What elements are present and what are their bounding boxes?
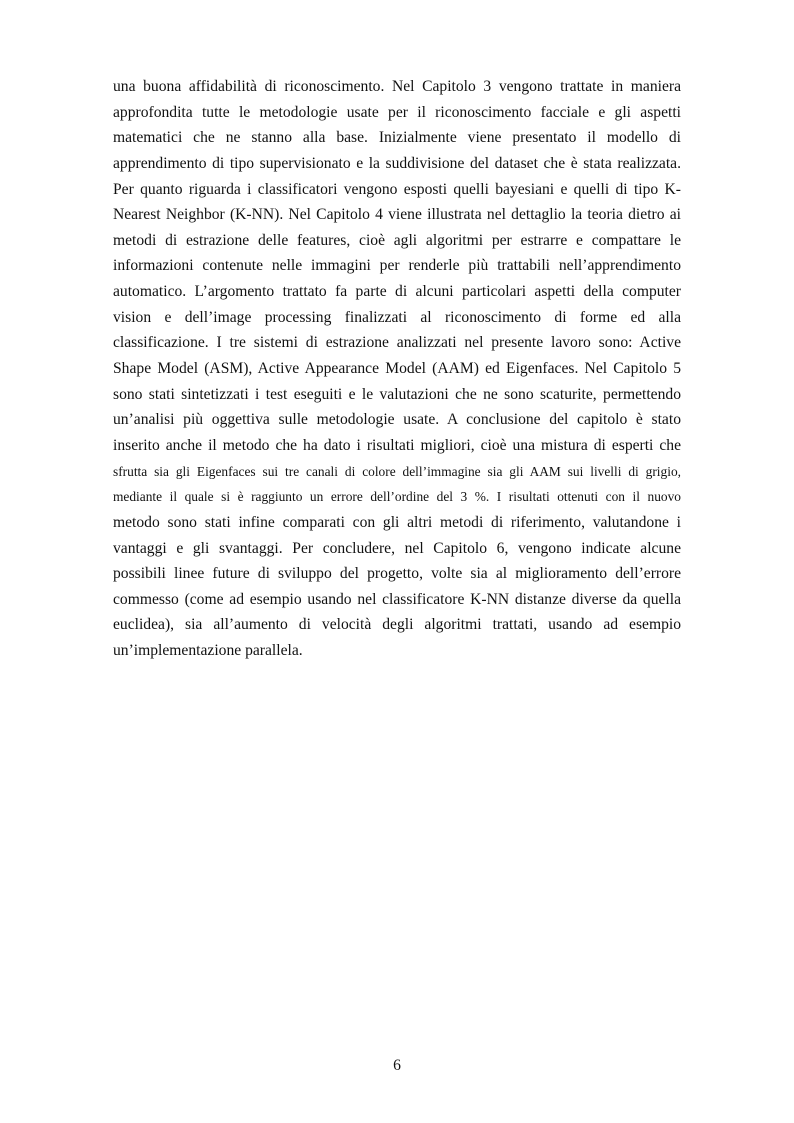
paragraph-line: commesso (come ad esempio usando nel classificatore K-NN distanze diverse da quella bbox=[113, 590, 681, 608]
paragraph-line: vantaggi e gli svantaggi. Per concludere, nel Capitolo 6, vengono indicate alcune bbox=[113, 539, 681, 557]
paragraph-line: apprendimento di tipo supervisionato e la suddivisione del dataset che è stata realizzata. bbox=[113, 154, 681, 172]
body-paragraph bbox=[113, 74, 681, 664]
paragraph-line: matematici che ne stanno alla base. Inizialmente viene presentato il modello di bbox=[113, 129, 681, 147]
paragraph-line: metodi di estrazione delle features, cioè agli algoritmi per estrarre e compattare le bbox=[113, 231, 681, 249]
paragraph-line: classificazione. I tre sistemi di estrazione analizzati nel presente lavoro sono: Active bbox=[113, 334, 681, 352]
page-number: 6 bbox=[393, 1057, 401, 1074]
paragraph-line: sono stati sintetizzati i test eseguiti e le valutazioni che ne sono scaturite, permettendo bbox=[113, 385, 681, 403]
paragraph-line: mediante il quale si è raggiunto un errore dell’ordine del 3 %. I risultati ottenuti con il nuovo bbox=[113, 489, 681, 505]
paragraph-line: un’implementazione parallela. bbox=[113, 642, 303, 660]
paragraph-line: sfrutta sia gli Eigenfaces sui tre canali di colore dell’immagine sia gli AAM sui livelli di grigio, bbox=[113, 463, 681, 479]
paragraph-line: vision e dell’image processing finalizzati al riconoscimento di forme ed alla bbox=[113, 308, 681, 326]
paragraph-line: metodo sono stati infine comparati con gli altri metodi di riferimento, valutandone i bbox=[113, 513, 681, 531]
paragraph-line: Per quanto riguarda i classificatori vengono esposti quelli bayesiani e quelli di tipo K- bbox=[113, 180, 681, 198]
paragraph-line: euclidea), sia all’aumento di velocità degli algoritmi trattati, usando ad esempio bbox=[113, 616, 681, 634]
paragraph-line: informazioni contenute nelle immagini per renderle più trattabili nell’apprendimento bbox=[113, 257, 681, 275]
paragraph-line: Shape Model (ASM), Active Appearance Model (AAM) ed Eigenfaces. Nel Capitolo 5 bbox=[113, 360, 681, 378]
paragraph-line: automatico. L’argomento trattato fa parte di alcuni particolari aspetti della computer bbox=[113, 283, 681, 301]
paragraph-line: inserito anche il metodo che ha dato i risultati migliori, cioè una mistura di esperti che bbox=[113, 436, 681, 454]
paragraph-line: possibili linee future di sviluppo del progetto, volte sia al miglioramento dell’errore bbox=[113, 565, 681, 583]
paragraph-line: una buona affidabilità di riconoscimento. Nel Capitolo 3 vengono trattate in maniera bbox=[113, 78, 681, 95]
paragraph-line: un’analisi più oggettiva sulle metodologie usate. A conclusione del capitolo è stato bbox=[113, 411, 681, 429]
paragraph-line: Nearest Neighbor (K-NN). Nel Capitolo 4 viene illustrata nel dettaglio la teoria dietro ai bbox=[113, 206, 681, 224]
paragraph-line: approfondita tutte le metodologie usate per il riconoscimento facciale e gli aspetti bbox=[113, 103, 681, 121]
